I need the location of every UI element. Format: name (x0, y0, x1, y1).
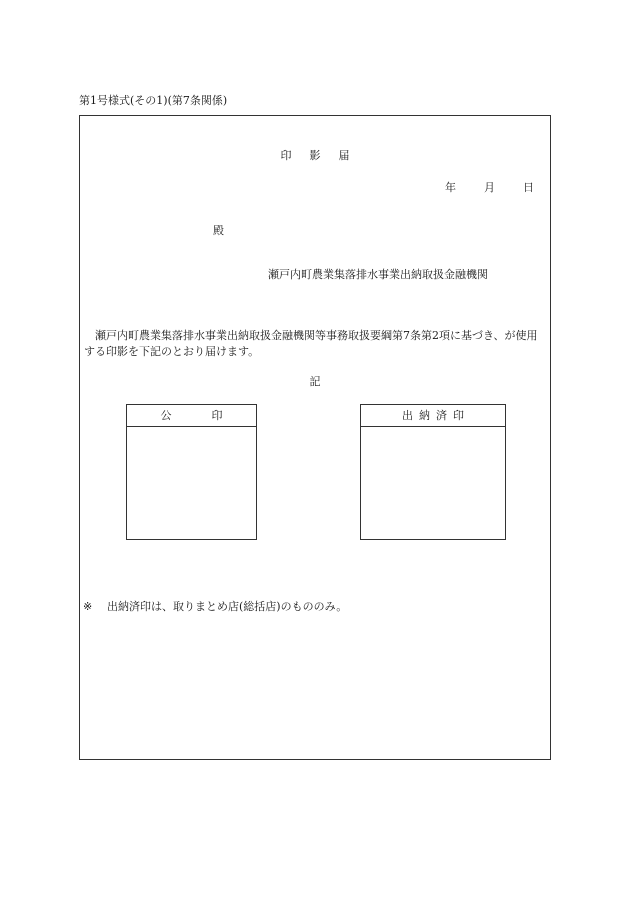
seal-header-char: 印 (211, 409, 223, 422)
ki-heading: 記 (309, 375, 321, 388)
addressee: 殿 (213, 224, 224, 237)
form-frame (79, 115, 551, 760)
payment-seal-header (361, 405, 505, 427)
seal-header-char: 済 (436, 409, 447, 422)
seal-header-char: 出 (402, 409, 413, 422)
note-text: 出納済印は、取りまとめ店(総括店)のもののみ。 (107, 600, 348, 613)
official-seal-header (127, 405, 256, 427)
footnote (83, 600, 347, 614)
body-text: 瀬戸内町農業集落排水事業出納取扱金融機関等事務取扱要綱第7条第2項に基づき、が使用する印影を下記のとおり届けます。 (84, 329, 538, 358)
seal-header-char: 公 (160, 409, 172, 422)
date-day: 日 (523, 181, 534, 194)
date-month: 月 (484, 181, 495, 194)
seal-header-char: 印 (453, 409, 464, 422)
seal-header-char: 納 (419, 409, 430, 422)
institution-name: 瀬戸内町農業集落排水事業出納取扱金融機関 (268, 268, 488, 281)
date-line (445, 181, 534, 195)
official-seal-box (126, 404, 257, 540)
title-char: 影 (309, 149, 321, 162)
date-year: 年 (445, 181, 456, 194)
payment-seal-box (360, 404, 506, 540)
document-title (80, 149, 550, 163)
form-number-label: 第1号様式(その1)(第7条関係) (79, 94, 228, 107)
note-mark: ※ (83, 600, 93, 613)
title-char: 届 (338, 149, 350, 162)
title-char: 印 (280, 149, 292, 162)
